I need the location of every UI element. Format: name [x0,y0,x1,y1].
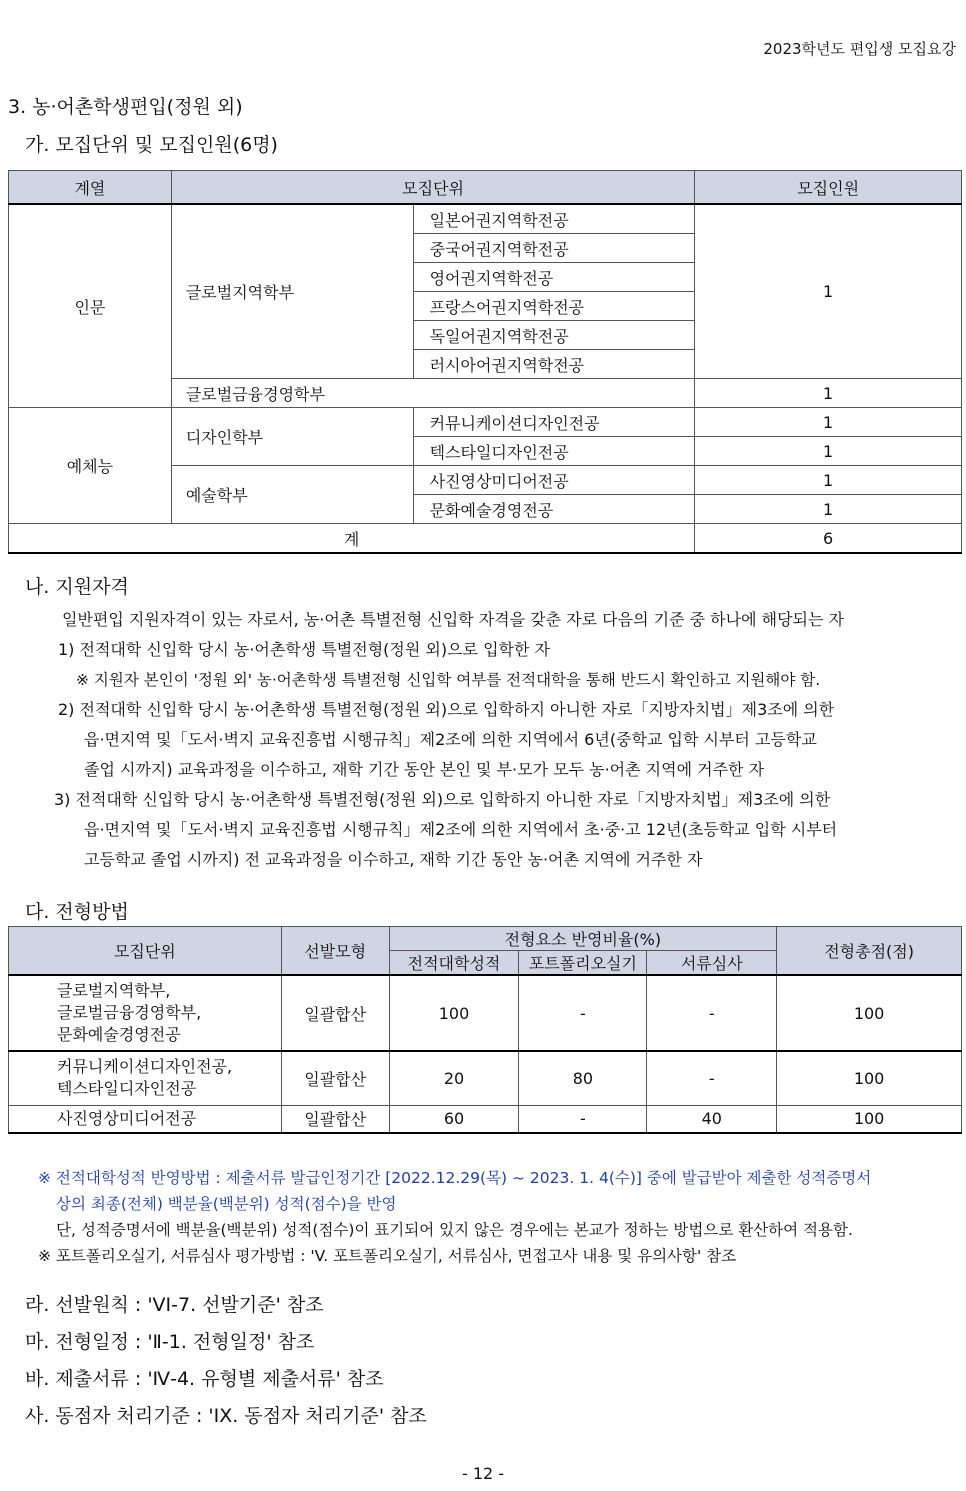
document-header: 2023학년도 편입생 모집요강 [763,40,956,58]
total-cell: 100 [777,1051,962,1105]
header-unit: 모집단위 [9,927,282,976]
note-gpa-method-line3: 단, 성적증명서에 백분율(백분위) 성적(점수)이 표기되어 있지 않은 경우에는 본교가 정하는 방법으로 환산하여 적용함. [56,1221,853,1239]
total-count: 6 [695,524,962,554]
eligibility-item-2-line1: 2) 전적대학 신입학 당시 농·어촌학생 특별전형(정원 외)으로 입학하지 아니한 자로「지방자치법」제3조에 의한 [58,700,835,719]
major-cell: 일본어권지역학전공 [413,204,695,234]
header-gpa: 전적대학성적 [389,951,519,976]
header-portfolio: 포트폴리오실기 [519,951,647,976]
gpa-cell: 20 [389,1051,519,1105]
unit-cell [9,1051,282,1105]
unit-cell: 사진영상미디어전공 [9,1105,282,1133]
count-cell: 1 [695,437,962,466]
unit-line: 커뮤니케이션디자인전공, [57,1057,233,1077]
eligibility-item-1: 1) 전적대학 신입학 당시 농·어촌학생 특별전형(정원 외)으로 입학한 자 [58,640,550,659]
header-count: 모집인원 [695,171,962,205]
count-cell: 1 [695,408,962,437]
unit-global-area: 글로벌지역학부 [171,204,413,379]
section-title: 3. 농·어촌학생편입(정원 외) [8,96,243,118]
header-ratio: 전형요소 반영비율(%) [389,927,777,951]
total-label: 계 [9,524,695,554]
model-cell: 일괄합산 [281,1051,389,1105]
total-cell: 100 [777,1105,962,1133]
section-sa: 사. 동점자 처리기준 : 'IX. 동점자 처리기준' 참조 [25,1405,427,1427]
major-cell: 러시아어권지역학전공 [413,350,695,379]
unit-line: 글로벌지역학부, [57,981,171,1000]
subsection-title-da: 다. 전형방법 [25,901,129,923]
subsection-title-na: 나. 지원자격 [25,576,129,598]
header-model: 선발모형 [281,927,389,976]
gpa-cell: 60 [389,1105,519,1133]
header-category: 계열 [9,171,172,205]
section-ra: 라. 선발원칙 : 'VI-7. 선발기준' 참조 [25,1294,324,1316]
docs-cell: - [647,1051,777,1105]
eligibility-item-3-line3: 고등학교 졸업 시까지) 전 교육과정을 이수하고, 재학 기간 동안 농·어촌 지역에 거주한 자 [84,850,703,869]
eligibility-item-2-line2: 읍·면지역 및「도서·벽지 교육진흥법 시행규칙」제2조에 의한 지역에서 6년(중학교 입학 시부터 고등학교 [84,730,817,749]
subsection-title-ga: 가. 모집단위 및 모집인원(6명) [25,134,278,156]
eligibility-item-3-line2: 읍·면지역 및「도서·벽지 교육진흥법 시행규칙」제2조에 의한 지역에서 초·중·고 12년(초등학교 입학 시부터 [84,820,838,839]
category-arts: 예체능 [9,408,172,524]
major-cell: 커뮤니케이션디자인전공 [413,408,695,437]
major-cell: 문화예술경영전공 [413,495,695,524]
major-cell: 사진영상미디어전공 [413,466,695,495]
note-gpa-method-line1: ※ 전적대학성적 반영방법 : 제출서류 발급인정기간 [2022.12.29(목) ~ 2023. 1. 4(수)] 중에 발급받아 제출한 성적증명서 [38,1169,872,1187]
gpa-cell: 100 [389,975,519,1051]
note-gpa-method-line2: 상의 최종(전체) 백분율(백분위) 성적(점수)을 반영 [56,1195,397,1213]
portfolio-cell: - [519,975,647,1051]
unit-line: 텍스타일디자인전공 [57,1079,197,1099]
header-docs: 서류심사 [647,951,777,976]
eligibility-intro: 일반편입 지원자격이 있는 자로서, 농·어촌 특별전형 신입학 자격을 갖춘 자로 다음의 기준 중 하나에 해당되는 자 [62,610,844,629]
unit-design: 디자인학부 [171,408,413,466]
unit-cell [9,975,282,1051]
major-cell: 영어권지역학전공 [413,263,695,292]
portfolio-cell: 80 [519,1051,647,1105]
count-cell: 1 [695,466,962,495]
major-cell: 프랑스어권지역학전공 [413,292,695,321]
major-cell: 텍스타일디자인전공 [413,437,695,466]
note-evaluation-method: ※ 포트폴리오실기, 서류심사 평가방법 : 'V. 포트폴리오실기, 서류심사, 면접고사 내용 및 유의사항' 참조 [38,1247,737,1265]
major-cell: 중국어권지역학전공 [413,234,695,263]
unit-art: 예술학부 [171,466,413,524]
page-number: - 12 - [461,1464,505,1483]
model-cell: 일괄합산 [281,975,389,1051]
unit-line: 글로벌금융경영학부, [57,1003,202,1022]
model-cell: 일괄합산 [281,1105,389,1133]
category-humanities: 인문 [9,204,172,408]
portfolio-cell: - [519,1105,647,1133]
section-ma: 마. 전형일정 : 'Ⅱ-1. 전형일정' 참조 [25,1331,315,1353]
eligibility-item-2-line3: 졸업 시까지) 교육과정을 이수하고, 재학 기간 동안 본인 및 부·모가 모두 농·어촌 지역에 거주한 자 [84,760,765,779]
docs-cell: 40 [647,1105,777,1133]
quota-table [8,170,962,554]
eligibility-item-3-line1: 3) 전적대학 신입학 당시 농·어촌학생 특별전형(정원 외)으로 입학하지 아니한 자로「지방자치법」제3조에 의한 [54,790,831,809]
total-cell: 100 [777,975,962,1051]
count-cell: 1 [695,204,962,379]
header-total-score: 전형총점(점) [777,927,962,976]
section-ba: 바. 제출서류 : 'Ⅳ-4. 유형별 제출서류' 참조 [25,1368,384,1390]
count-cell: 1 [695,495,962,524]
eligibility-note-1: ※ 지원자 본인이 '정원 외' 농·어촌학생 특별전형 신입학 여부를 전적대학을 통해 반드시 확인하고 지원해야 함. [76,671,821,689]
count-cell: 1 [695,379,962,408]
header-unit: 모집단위 [171,171,694,205]
selection-table [8,926,962,1134]
unit-global-finance: 글로벌금융경영학부 [171,379,694,408]
unit-line: 문화예술경영전공 [57,1025,181,1044]
major-cell: 독일어권지역학전공 [413,321,695,350]
docs-cell: - [647,975,777,1051]
